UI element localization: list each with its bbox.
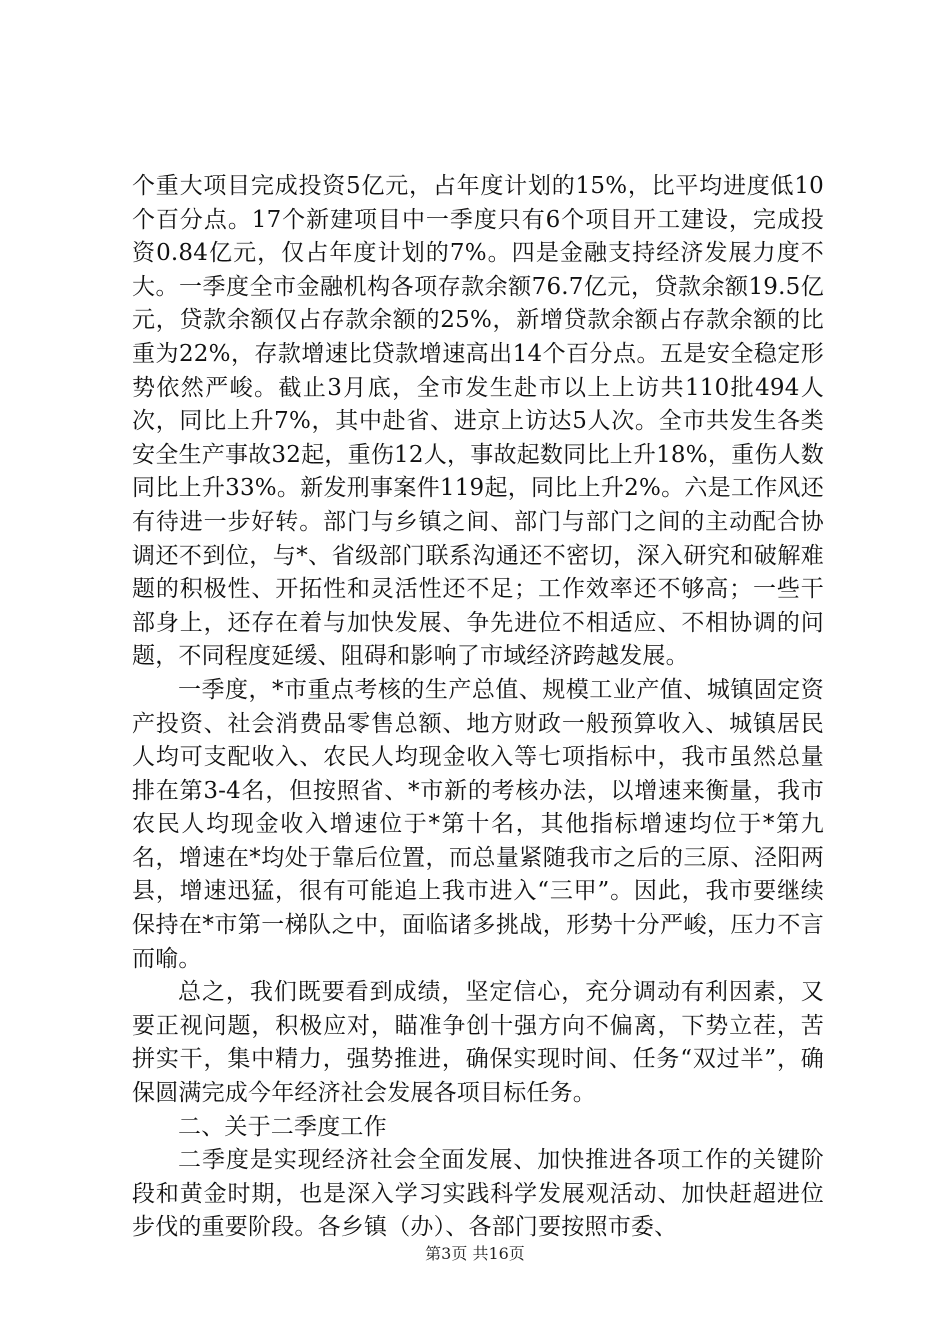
paragraph-1: 个重大项目完成投资5亿元，占年度计划的15%，比平均进度低10个百分点。17个新建项目中一季度只有6个项目开工建设，完成投资0.84亿元，仅占年度计划的7%。四是金融支持经济发展力度不大。一季度全市金融机构各项存款余额76.7亿元，贷款余额19.5亿元，贷款余额仅占存款余额的25%，新增贷款余额占存款余额的比重为22%，存款增速比贷款增速高出14个百分点。五是安全稳定形势依然严峻。截止3月底，全市发生赴市以上上访共110批494人次，同比上升7%，其中赴省、进京上访达5人次。全市共发生各类安全生产事故32起，重伤12人，事故起数同比上升18%，重伤人数同比上升33%。新发刑事案件119起，同比上升2%。六是工作风还有待进一步好转。部门与乡镇之间、部门与部门之间的主动配合协调还不到位，与*、省级部门联系沟通还不密切，深入研究和破解难题的积极性、开拓性和灵活性还不足；工作效率还不够高；一些干部身上，还存在着与加快发展、争先进位不相适应、不相协调的问题，不同程度延缓、阻碍和影响了市域经济跨越发展。 bbox=[132, 173, 824, 670]
paragraph-2: 一季度，*市重点考核的生产总值、规模工业产值、城镇固定资产投资、社会消费品零售总额、地方财政一般预算收入、城镇居民人均可支配收入、农民人均现金收入等七项指标中，我市虽然总量排在第3-4名，但按照省、*市新的考核办法，以增速来衡量，我市农民人均现金收入增速位于*第十名，其他指标增速均位于*第九名，增速在*均处于靠后位置，而总量紧随我市之后的三原、泾阳两县，增速迅猛，很有可能追上我市进入“三甲”。因此，我市要继续保持在*市第一梯队之中，面临诸多挑战，形势十分严峻，压力不言而喻。 bbox=[132, 676, 824, 972]
paragraph-4: 二季度是实现经济社会全面发展、加快推进各项工作的关键阶段和黄金时期，也是深入学习实践科学发展观活动、加快赶超进位步伐的重要阶段。各乡镇（办）、各部门要按照市委、 bbox=[132, 1147, 824, 1241]
page-footer: 第3页 共16页 bbox=[425, 1244, 525, 1263]
section-heading: 二、关于二季度工作 bbox=[178, 1113, 387, 1140]
paragraph-3: 总之，我们既要看到成绩，坚定信心，充分调动有利因素，又要正视问题，积极应对，瞄准争创十强方向不偏离，下势立茬，苦拼实干，集中精力，强势推进，确保实现时间、任务“双过半”，确保圆满完成今年经济社会发展各项目标任务。 bbox=[132, 979, 824, 1107]
document-body bbox=[132, 170, 824, 1245]
